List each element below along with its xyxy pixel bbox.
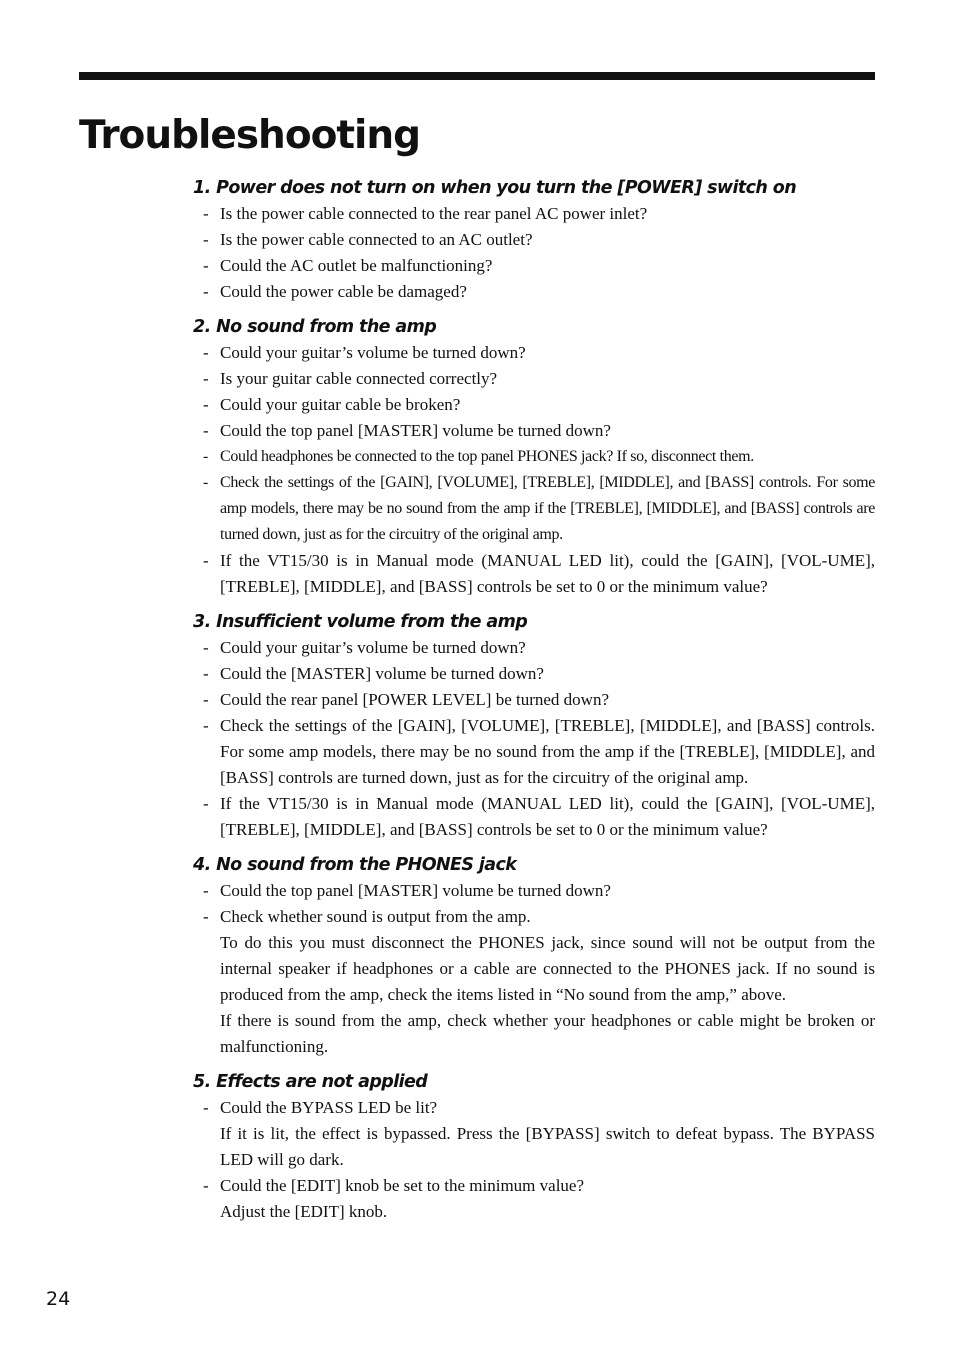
list-item: - Could your guitar’s volume be turned down? [203, 343, 526, 362]
list-item: - Could the [MASTER] volume be turned down? [203, 664, 544, 683]
page-number: 24 [46, 1288, 71, 1310]
section-heading: 2. No sound from the amp [193, 317, 437, 337]
section-insufficient-volume [193, 610, 875, 843]
list-item: - Could the power cable be damaged? [203, 282, 467, 301]
section-heading: 4. No sound from the PHONES jack [193, 855, 517, 875]
page-title: Troubleshooting [79, 113, 421, 158]
list-item: - If the VT15/30 is in Manual mode (MANUAL LED lit), could the [GAIN], [VOL-UME], [TREBLE], [MIDDLE], and [BASS] controls be set to 0 or the minimum value? [203, 794, 875, 839]
list-item: - Could your guitar cable be broken? [203, 395, 461, 414]
list-item: - Check the settings of the [GAIN], [VOLUME], [TREBLE], [MIDDLE], and [BASS] controls. For some amp models, there may be no sound from the amp if the [TREBLE], [MIDDLE], and [BASS] controls are turned down, just as for the circuitry of the original amp. [203, 474, 875, 543]
section-heading: 1. Power does not turn on when you turn the [POWER] switch on [193, 178, 797, 198]
list-item: - Is the power cable connected to the rear panel AC power inlet? [203, 204, 648, 223]
list-item-continuation: To do this you must disconnect the PHONES jack, since sound will not be output from the internal speaker if headphones or a cable are connected to the PHONES jack. If no sound is produced from the amp, check the items listed in “No sound from the amp,” above. [220, 933, 875, 1004]
section-effects [193, 1070, 875, 1225]
list-item: - Could the rear panel [POWER LEVEL] be turned down? [203, 690, 609, 709]
section-heading: 3. Insufficient volume from the amp [193, 612, 528, 632]
list-item: - Could the top panel [MASTER] volume be turned down? [203, 881, 611, 900]
list-item-continuation: If it is lit, the effect is bypassed. Press the [BYPASS] switch to defeat bypass. The BYPASS LED will go dark. [220, 1124, 875, 1169]
list-item: - Could the AC outlet be malfunctioning? [203, 256, 493, 275]
list-item: - Could the top panel [MASTER] volume be turned down? [203, 421, 611, 440]
list-item-continuation: If there is sound from the amp, check whether your headphones or cable might be broken or malfunctioning. [220, 1011, 875, 1056]
section-no-sound [193, 315, 875, 600]
troubleshooting-content [193, 176, 875, 1225]
section-heading: 5. Effects are not applied [193, 1072, 428, 1092]
list-item: - Could headphones be connected to the top panel PHONES jack? If so, disconnect them. [203, 448, 754, 465]
list-item: - Check whether sound is output from the amp. [203, 907, 531, 926]
section-power [193, 176, 875, 305]
list-item: - Check the settings of the [GAIN], [VOLUME], [TREBLE], [MIDDLE], and [BASS] controls. For some amp models, there may be no sound from the amp if the [TREBLE], [MIDDLE], and [BASS] controls are turned down, just as for the circuitry of the original amp. [203, 716, 875, 787]
list-item: - Is your guitar cable connected correctly? [203, 369, 498, 388]
list-item: - If the VT15/30 is in Manual mode (MANUAL LED lit), could the [GAIN], [VOL-UME], [TREBLE], [MIDDLE], and [BASS] controls be set to 0 or the minimum value? [203, 551, 875, 596]
list-item: - Is the power cable connected to an AC outlet? [203, 230, 533, 249]
list-item: - Could your guitar’s volume be turned down? [203, 638, 526, 657]
list-item-continuation: Adjust the [EDIT] knob. [220, 1202, 388, 1221]
list-item: - Could the [EDIT] knob be set to the minimum value? [203, 1176, 585, 1195]
list-item: - Could the BYPASS LED be lit? [203, 1098, 438, 1117]
section-phones-jack [193, 853, 875, 1060]
top-rule [79, 72, 875, 80]
